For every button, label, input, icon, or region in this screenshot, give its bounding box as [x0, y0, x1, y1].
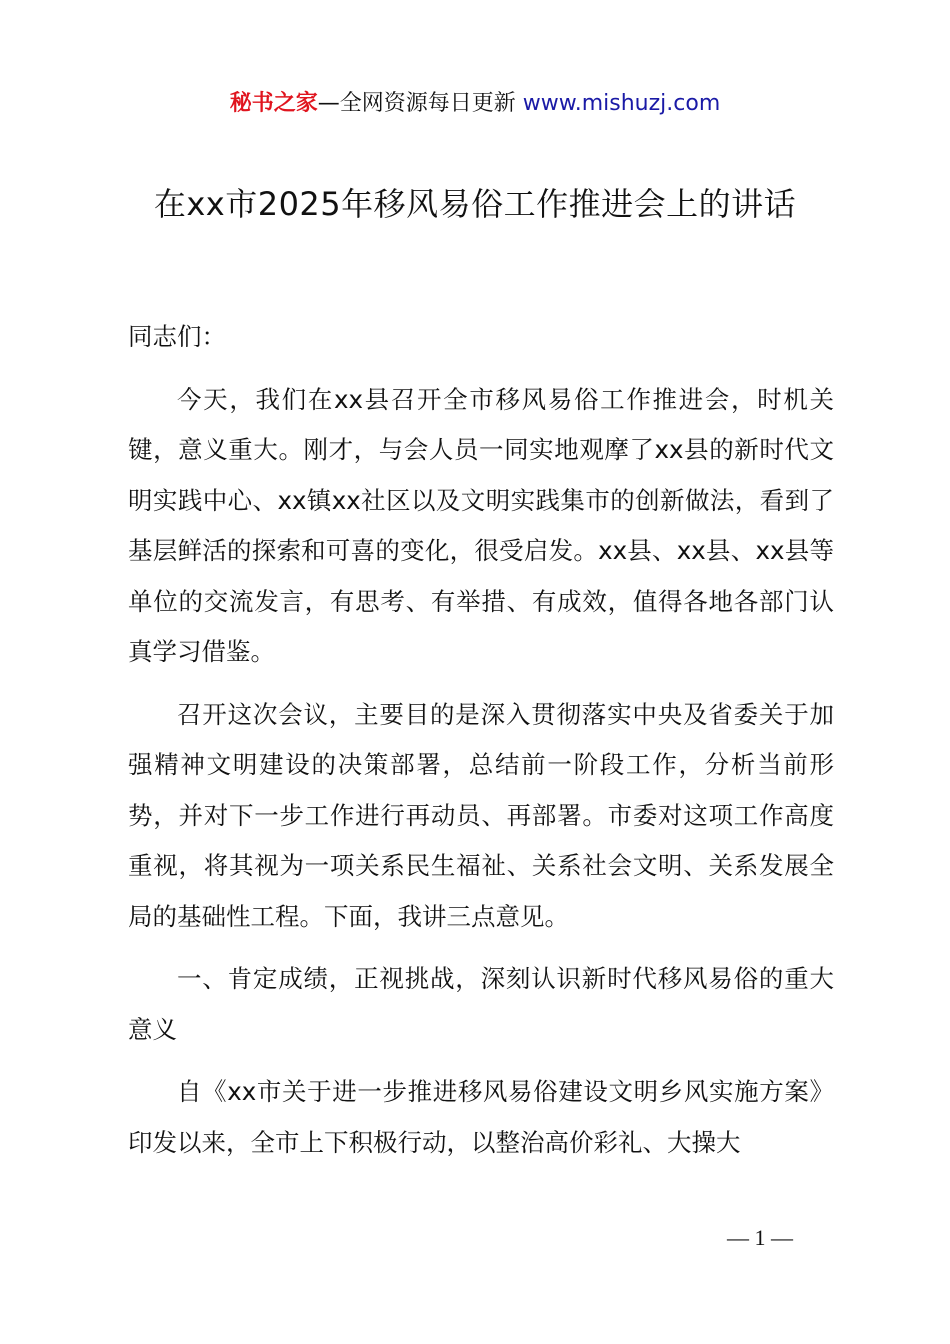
page-number: — 1 — — [727, 1225, 793, 1250]
brand-name: 秘书之家 — [229, 91, 318, 116]
document-body — [128, 312, 834, 1180]
salutation: 同志们： — [128, 322, 226, 351]
section-heading: 一、肯定成绩，正视挑战，深刻认识新时代移风易俗的重大意义 — [128, 964, 834, 1044]
header-tagline: —全网资源每日更新 — [317, 91, 523, 116]
section-paragraph: 自《xx市关于进一步推进移风易俗建设文明乡风实施方案》印发以来，全市上下积极行动，以整治高价彩礼、大操大 — [128, 1077, 834, 1157]
site-header — [0, 88, 950, 120]
site-url-link[interactable]: www.mishuzj.com — [522, 91, 721, 116]
document-title: 在xx市2025年移风易俗工作推进会上的讲话 — [153, 185, 797, 223]
paragraph-intro: 今天，我们在xx县召开全市移风易俗工作推进会，时机关键，意义重大。刚才，与会人员一同实地观摩了xx县的新时代文明实践中心、xx镇xx社区以及文明实践集市的创新做法，看到了基层鲜活的探索和可喜的变化，很受启发。xx县、xx县、xx县等单位的交流发言，有思考、有举措、有成效，值得各地各部门认真学习借鉴。 — [128, 384, 834, 666]
paragraph-purpose: 召开这次会议，主要目的是深入贯彻落实中央及省委关于加强精神文明建设的决策部署，总结前一阶段工作，分析当前形势，并对下一步工作进行再动员、再部署。市委对这项工作高度重视，将其视为一项关系民生福祉、关系社会文明、关系发展全局的基础性工程。下面，我讲三点意见。 — [128, 699, 834, 931]
